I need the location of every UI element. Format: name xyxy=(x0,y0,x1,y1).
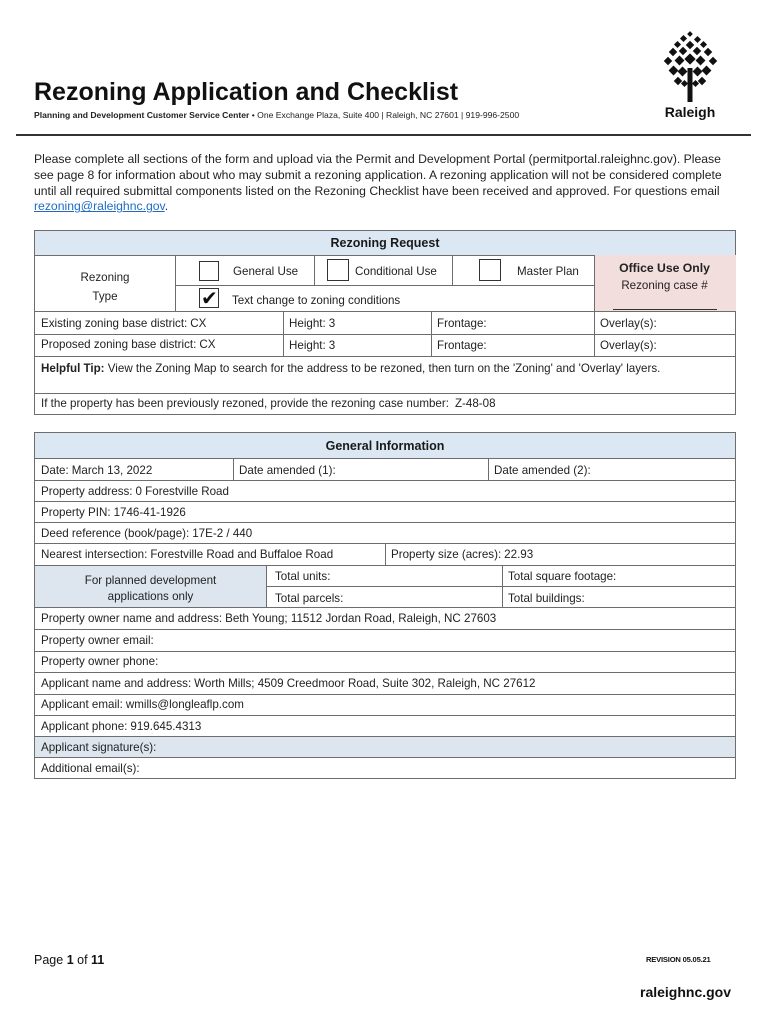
text-change-checkbox[interactable] xyxy=(199,288,219,308)
subtitle-org: Planning and Development Customer Service Center xyxy=(34,110,250,120)
footer-website: raleighnc.gov xyxy=(640,984,732,1000)
proposed-height-value: 3 xyxy=(328,339,336,352)
rezoning-type-label-line1: Rezoning xyxy=(80,271,130,284)
proposed-zoning-cell xyxy=(35,335,221,354)
property-owner-label: Property owner name and address: xyxy=(41,612,223,625)
header-divider xyxy=(16,134,751,136)
applicant-signature-label: Applicant signature(s): xyxy=(41,741,157,754)
previous-case-value: Z-48-08 xyxy=(454,397,496,410)
property-pin-value: 1746-41-1926 xyxy=(113,506,186,519)
additional-emails-label: Additional email(s): xyxy=(41,762,140,775)
general-information-heading: General Information xyxy=(35,433,735,459)
nearest-intersection-value: Forestville Road and Buffaloe Road xyxy=(150,548,334,561)
nearest-intersection-label: Nearest intersection: xyxy=(41,548,148,561)
conditional-use-label: Conditional Use xyxy=(355,265,437,278)
general-information-table xyxy=(34,432,736,779)
master-plan-label: Master Plan xyxy=(517,265,579,278)
applicant-label: Applicant name and address: xyxy=(41,677,192,690)
existing-zoning-label: Existing zoning base district: xyxy=(41,317,188,330)
page-prefix: Page xyxy=(34,953,64,967)
previous-case-label: If the property has been previously rezoned, provide the rezoning case number: xyxy=(41,397,449,410)
date-cell xyxy=(35,461,158,480)
total-parcels-label: Total parcels: xyxy=(275,592,344,605)
total-buildings-label: Total buildings: xyxy=(508,592,585,605)
property-owner-phone-label: Property owner phone: xyxy=(41,655,159,668)
date-value: March 13, 2022 xyxy=(71,464,153,477)
helpful-tip xyxy=(35,358,735,379)
existing-frontage-label: Frontage: xyxy=(437,317,487,330)
intro-text: Please complete all sections of the form and upload via the Permit and Development Portal (permitportal.raleighnc.gov). Please see page 8 for information about who may submit a rezoning application. A rezoning application will not be considered complete until all required submittal components listed on the Rezoning Checklist have been received and approved. For questions email xyxy=(34,152,722,198)
page-subtitle xyxy=(34,110,519,120)
intro-paragraph xyxy=(34,152,740,215)
page-number xyxy=(34,953,104,967)
planned-development-line1: For planned development xyxy=(84,574,217,587)
existing-height-cell xyxy=(283,314,341,333)
proposed-zoning-value: CX xyxy=(199,338,216,351)
applicant-email-label: Applicant email: xyxy=(41,698,123,711)
rezoning-request-heading: Rezoning Request xyxy=(35,231,735,256)
page-current: 1 xyxy=(66,953,74,967)
proposed-zoning-label: Proposed zoning base district: xyxy=(41,338,197,351)
rezoning-email-link[interactable]: rezoning@raleighnc.gov xyxy=(34,199,165,214)
property-owner-value: Beth Young; 11512 Jordan Road, Raleigh, NC 27603 xyxy=(225,612,497,625)
property-size-label: Property size (acres): xyxy=(391,548,502,561)
applicant-phone-value: 919.645.4313 xyxy=(130,720,202,733)
applicant-phone-label: Applicant phone: xyxy=(41,720,128,733)
planned-development-label xyxy=(35,570,266,608)
page-of: of xyxy=(77,953,88,967)
deed-reference-value: 17E-2 / 440 xyxy=(192,527,253,540)
existing-overlay-label: Overlay(s): xyxy=(600,317,657,330)
applicant-email-value: wmills@longleaflp.com xyxy=(125,698,244,711)
general-use-checkbox[interactable] xyxy=(199,261,219,281)
revision-label: REVISION 05.05.21 xyxy=(646,955,711,964)
rezoning-type-label-line2: Type xyxy=(92,290,118,303)
helpful-tip-label: Helpful Tip: xyxy=(41,362,105,375)
property-address-cell xyxy=(35,482,235,501)
date-amended-2-label: Date amended (2): xyxy=(494,464,591,477)
property-address-label: Property address: xyxy=(41,485,133,498)
page-title: Rezoning Application and Checklist xyxy=(34,78,459,106)
previous-case-cell xyxy=(35,394,502,413)
master-plan-checkbox[interactable] xyxy=(479,259,501,281)
text-change-label: Text change to zoning conditions xyxy=(232,294,401,307)
proposed-height-cell xyxy=(283,336,341,355)
existing-zoning-value: CX xyxy=(190,317,207,330)
office-case-line xyxy=(613,309,717,310)
deed-reference-label: Deed reference (book/page): xyxy=(41,527,190,540)
planned-development-line2: applications only xyxy=(107,590,194,603)
existing-zoning-cell xyxy=(35,314,212,333)
general-use-label: General Use xyxy=(233,265,299,278)
proposed-height-label: Height: xyxy=(289,339,326,352)
applicant-value: Worth Mills; 4509 Creedmoor Road, Suite 302, Raleigh, NC 27612 xyxy=(194,677,536,690)
intro-end: . xyxy=(164,199,169,214)
conditional-use-checkbox[interactable] xyxy=(327,259,349,281)
total-units-label: Total units: xyxy=(275,570,331,583)
property-owner-email-label: Property owner email: xyxy=(41,634,154,647)
raleigh-logo-text: Raleigh xyxy=(664,104,716,120)
rezoning-request-table xyxy=(34,230,736,415)
rezoning-type-label xyxy=(35,265,175,309)
nearest-intersection-cell xyxy=(35,545,339,564)
existing-height-label: Height: xyxy=(289,317,326,330)
helpful-tip-text: View the Zoning Map to search for the address to be rezoned, then turn on the 'Zoning' and 'Overlay' layers. xyxy=(104,362,661,375)
checkmark-icon: ✔ xyxy=(201,288,218,310)
proposed-frontage-label: Frontage: xyxy=(437,339,487,352)
property-size-value: 22.93 xyxy=(504,548,534,561)
applicant-cell xyxy=(35,674,542,693)
proposed-overlay-label: Overlay(s): xyxy=(600,339,657,352)
applicant-phone-cell xyxy=(35,717,207,736)
property-pin-cell xyxy=(35,503,192,522)
office-case-label: Rezoning case # xyxy=(621,279,708,292)
date-label: Date: xyxy=(41,464,69,477)
applicant-email-cell xyxy=(35,695,250,714)
page-total: 11 xyxy=(91,953,105,967)
property-owner-cell xyxy=(35,609,502,628)
office-use-title: Office Use Only xyxy=(619,261,710,275)
property-address-value: 0 Forestville Road xyxy=(135,485,229,498)
total-square-footage-label: Total square footage: xyxy=(508,570,617,583)
property-pin-label: Property PIN: xyxy=(41,506,111,519)
property-size-cell xyxy=(385,545,539,564)
existing-height-value: 3 xyxy=(328,317,336,330)
deed-reference-cell xyxy=(35,524,258,543)
date-amended-1-label: Date amended (1): xyxy=(239,464,336,477)
subtitle-contact: • One Exchange Plaza, Suite 400 | Raleigh, NC 27601 | 919-996-2500 xyxy=(249,110,520,120)
